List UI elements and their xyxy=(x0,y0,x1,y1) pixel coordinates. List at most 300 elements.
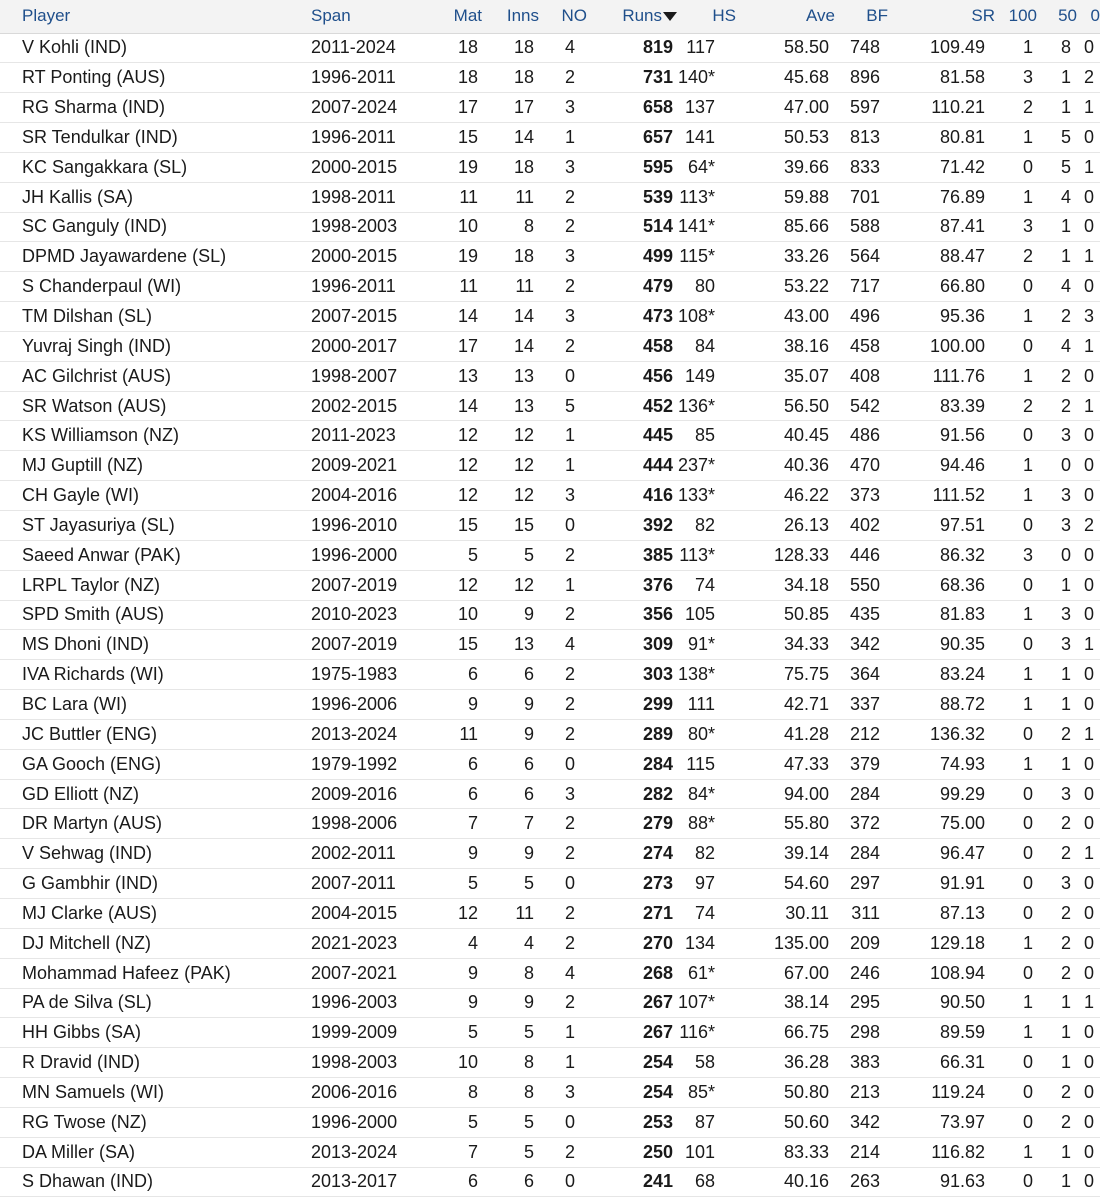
cell-span: 1999-2009 xyxy=(311,1018,417,1048)
table-row xyxy=(0,749,1100,779)
player-name-cell: G Gambhir (IND) xyxy=(0,869,311,899)
cell-inns: 12 xyxy=(482,481,539,511)
cell-hs: 88* xyxy=(677,809,736,839)
cell-0: 0 xyxy=(1077,272,1100,302)
cell-span: 1998-2003 xyxy=(311,1048,417,1078)
cell-span: 1996-2006 xyxy=(311,690,417,720)
cell-bf: 383 xyxy=(835,1048,888,1078)
cell-sr: 74.93 xyxy=(888,749,995,779)
cell-runs: 416 xyxy=(587,481,677,511)
sort-descending-icon[interactable] xyxy=(663,12,677,21)
cell-100: 0 xyxy=(995,809,1037,839)
cell-runs: 658 xyxy=(587,93,677,123)
cell-50: 1 xyxy=(1037,1137,1077,1167)
cell-runs: 268 xyxy=(587,958,677,988)
cell-100: 2 xyxy=(995,242,1037,272)
column-header-runs[interactable] xyxy=(587,0,677,33)
cell-span: 2004-2015 xyxy=(311,898,417,928)
cell-sr: 75.00 xyxy=(888,809,995,839)
cell-sr: 110.21 xyxy=(888,93,995,123)
cell-bf: 833 xyxy=(835,152,888,182)
cell-100: 2 xyxy=(995,93,1037,123)
cell-100: 1 xyxy=(995,123,1037,153)
cell-no: 3 xyxy=(539,302,587,332)
cell-ave: 47.33 xyxy=(736,749,835,779)
cell-bf: 372 xyxy=(835,809,888,839)
cell-no: 3 xyxy=(539,242,587,272)
cell-0: 0 xyxy=(1077,928,1100,958)
cell-no: 2 xyxy=(539,809,587,839)
cell-100: 3 xyxy=(995,540,1037,570)
cell-no: 2 xyxy=(539,690,587,720)
cell-50: 2 xyxy=(1037,809,1077,839)
cell-runs: 385 xyxy=(587,540,677,570)
player-name-cell: JC Buttler (ENG) xyxy=(0,719,311,749)
table-row xyxy=(0,988,1100,1018)
cell-no: 2 xyxy=(539,182,587,212)
cell-ave: 39.14 xyxy=(736,839,835,869)
cell-inns: 12 xyxy=(482,451,539,481)
cell-runs: 731 xyxy=(587,63,677,93)
cell-no: 1 xyxy=(539,421,587,451)
cell-100: 0 xyxy=(995,1167,1037,1197)
table-row xyxy=(0,1048,1100,1078)
cell-span: 1996-2000 xyxy=(311,1107,417,1137)
cell-sr: 111.52 xyxy=(888,481,995,511)
cell-no: 0 xyxy=(539,869,587,899)
cell-sr: 129.18 xyxy=(888,928,995,958)
cell-runs: 452 xyxy=(587,391,677,421)
column-header-mat[interactable]: Mat xyxy=(417,0,482,33)
cell-runs: 376 xyxy=(587,570,677,600)
cell-inns: 9 xyxy=(482,719,539,749)
cell-hs: 137 xyxy=(677,93,736,123)
cell-sr: 83.39 xyxy=(888,391,995,421)
cell-50: 4 xyxy=(1037,331,1077,361)
cell-runs: 499 xyxy=(587,242,677,272)
table-row xyxy=(0,630,1100,660)
cell-hs: 82 xyxy=(677,839,736,869)
cell-hs: 111 xyxy=(677,690,736,720)
player-name-cell: V Kohli (IND) xyxy=(0,33,311,63)
cell-hs: 113* xyxy=(677,540,736,570)
cell-ave: 34.33 xyxy=(736,630,835,660)
cell-50: 1 xyxy=(1037,749,1077,779)
cell-mat: 5 xyxy=(417,1018,482,1048)
cell-50: 3 xyxy=(1037,779,1077,809)
table-row xyxy=(0,361,1100,391)
cell-100: 3 xyxy=(995,212,1037,242)
cell-mat: 11 xyxy=(417,719,482,749)
cell-0: 0 xyxy=(1077,1107,1100,1137)
cell-mat: 15 xyxy=(417,511,482,541)
cell-hs: 141 xyxy=(677,123,736,153)
cell-mat: 11 xyxy=(417,182,482,212)
cell-50: 2 xyxy=(1037,839,1077,869)
cell-sr: 99.29 xyxy=(888,779,995,809)
cell-hs: 85 xyxy=(677,421,736,451)
cell-0: 0 xyxy=(1077,898,1100,928)
cell-mat: 12 xyxy=(417,570,482,600)
cell-hs: 85* xyxy=(677,1078,736,1108)
cell-mat: 13 xyxy=(417,361,482,391)
cell-runs: 254 xyxy=(587,1078,677,1108)
cell-mat: 10 xyxy=(417,1048,482,1078)
cell-inns: 5 xyxy=(482,1137,539,1167)
cell-ave: 35.07 xyxy=(736,361,835,391)
cell-bf: 717 xyxy=(835,272,888,302)
player-name-cell: KC Sangakkara (SL) xyxy=(0,152,311,182)
cell-0: 0 xyxy=(1077,1137,1100,1167)
cell-no: 2 xyxy=(539,331,587,361)
cell-0: 2 xyxy=(1077,63,1100,93)
table-row xyxy=(0,242,1100,272)
cell-0: 3 xyxy=(1077,302,1100,332)
cell-span: 2007-2019 xyxy=(311,630,417,660)
cell-inns: 12 xyxy=(482,570,539,600)
cell-100: 1 xyxy=(995,600,1037,630)
cell-ave: 135.00 xyxy=(736,928,835,958)
cell-span: 2013-2017 xyxy=(311,1167,417,1197)
cell-mat: 10 xyxy=(417,600,482,630)
cell-50: 1 xyxy=(1037,63,1077,93)
cell-hs: 74 xyxy=(677,898,736,928)
cell-hs: 80 xyxy=(677,272,736,302)
cell-50: 5 xyxy=(1037,152,1077,182)
cell-no: 3 xyxy=(539,152,587,182)
column-header-100[interactable]: 100 xyxy=(995,0,1037,33)
cell-bf: 813 xyxy=(835,123,888,153)
cell-sr: 86.32 xyxy=(888,540,995,570)
cell-no: 3 xyxy=(539,779,587,809)
cell-sr: 136.32 xyxy=(888,719,995,749)
table-row xyxy=(0,93,1100,123)
cell-inns: 8 xyxy=(482,212,539,242)
cell-0: 0 xyxy=(1077,481,1100,511)
column-header-ave[interactable]: Ave xyxy=(736,0,835,33)
cell-ave: 38.16 xyxy=(736,331,835,361)
cell-inns: 5 xyxy=(482,540,539,570)
cell-sr: 90.50 xyxy=(888,988,995,1018)
cell-inns: 11 xyxy=(482,182,539,212)
column-header-bf[interactable]: BF xyxy=(835,0,888,33)
cell-0: 0 xyxy=(1077,1048,1100,1078)
cell-ave: 36.28 xyxy=(736,1048,835,1078)
cell-0: 0 xyxy=(1077,869,1100,899)
cell-sr: 108.94 xyxy=(888,958,995,988)
cell-span: 1998-2007 xyxy=(311,361,417,391)
table-row xyxy=(0,1167,1100,1197)
cell-bf: 458 xyxy=(835,331,888,361)
cell-runs: 303 xyxy=(587,660,677,690)
cell-100: 2 xyxy=(995,391,1037,421)
cell-bf: 284 xyxy=(835,779,888,809)
cell-0: 0 xyxy=(1077,1167,1100,1197)
cell-no: 2 xyxy=(539,988,587,1018)
cell-ave: 39.66 xyxy=(736,152,835,182)
column-header-50[interactable]: 50 xyxy=(1037,0,1077,33)
cell-runs: 289 xyxy=(587,719,677,749)
cell-0: 1 xyxy=(1077,152,1100,182)
cell-ave: 53.22 xyxy=(736,272,835,302)
cell-inns: 18 xyxy=(482,63,539,93)
cell-bf: 550 xyxy=(835,570,888,600)
cell-hs: 115 xyxy=(677,749,736,779)
cell-0: 0 xyxy=(1077,690,1100,720)
table-row xyxy=(0,660,1100,690)
cell-0: 1 xyxy=(1077,719,1100,749)
cell-inns: 5 xyxy=(482,1107,539,1137)
player-name-cell: DPMD Jayawardene (SL) xyxy=(0,242,311,272)
cell-mat: 12 xyxy=(417,481,482,511)
cell-100: 0 xyxy=(995,839,1037,869)
cell-mat: 4 xyxy=(417,928,482,958)
cell-inns: 14 xyxy=(482,123,539,153)
cell-100: 0 xyxy=(995,152,1037,182)
cell-hs: 140* xyxy=(677,63,736,93)
table-row xyxy=(0,302,1100,332)
cell-0: 1 xyxy=(1077,391,1100,421)
cell-50: 1 xyxy=(1037,988,1077,1018)
player-name-cell: LRPL Taylor (NZ) xyxy=(0,570,311,600)
cell-ave: 46.22 xyxy=(736,481,835,511)
cell-50: 3 xyxy=(1037,481,1077,511)
table-body xyxy=(0,33,1100,1197)
table-row xyxy=(0,421,1100,451)
cell-100: 0 xyxy=(995,1078,1037,1108)
cell-no: 1 xyxy=(539,1018,587,1048)
cell-sr: 95.36 xyxy=(888,302,995,332)
cell-runs: 270 xyxy=(587,928,677,958)
column-header-0[interactable]: 0 xyxy=(1077,0,1100,33)
cell-mat: 7 xyxy=(417,809,482,839)
table-row xyxy=(0,839,1100,869)
cell-mat: 14 xyxy=(417,302,482,332)
cell-0: 0 xyxy=(1077,779,1100,809)
column-header-no[interactable]: NO xyxy=(539,0,587,33)
cell-50: 1 xyxy=(1037,212,1077,242)
cell-span: 1975-1983 xyxy=(311,660,417,690)
column-header-sr[interactable]: SR xyxy=(888,0,995,33)
cell-no: 2 xyxy=(539,898,587,928)
cell-100: 1 xyxy=(995,361,1037,391)
cell-mat: 9 xyxy=(417,958,482,988)
cell-50: 3 xyxy=(1037,630,1077,660)
table-row xyxy=(0,212,1100,242)
player-name-cell: SR Tendulkar (IND) xyxy=(0,123,311,153)
cell-100: 0 xyxy=(995,331,1037,361)
table-row xyxy=(0,1137,1100,1167)
cell-100: 0 xyxy=(995,421,1037,451)
table-row xyxy=(0,809,1100,839)
table-row xyxy=(0,869,1100,899)
cell-hs: 136* xyxy=(677,391,736,421)
player-name-cell: MS Dhoni (IND) xyxy=(0,630,311,660)
cell-sr: 83.24 xyxy=(888,660,995,690)
cell-100: 0 xyxy=(995,869,1037,899)
cell-bf: 364 xyxy=(835,660,888,690)
cell-50: 1 xyxy=(1037,1167,1077,1197)
cell-bf: 263 xyxy=(835,1167,888,1197)
player-name-cell: DA Miller (SA) xyxy=(0,1137,311,1167)
cell-inns: 8 xyxy=(482,1078,539,1108)
cell-span: 2007-2021 xyxy=(311,958,417,988)
table-row xyxy=(0,540,1100,570)
cell-bf: 597 xyxy=(835,93,888,123)
cell-span: 2009-2021 xyxy=(311,451,417,481)
player-name-cell: GD Elliott (NZ) xyxy=(0,779,311,809)
cell-no: 2 xyxy=(539,928,587,958)
cell-ave: 26.13 xyxy=(736,511,835,541)
cell-runs: 284 xyxy=(587,749,677,779)
cell-ave: 33.26 xyxy=(736,242,835,272)
cell-50: 1 xyxy=(1037,93,1077,123)
cell-no: 1 xyxy=(539,570,587,600)
cell-no: 0 xyxy=(539,1107,587,1137)
cell-mat: 17 xyxy=(417,93,482,123)
cell-runs: 514 xyxy=(587,212,677,242)
cell-hs: 115* xyxy=(677,242,736,272)
cell-no: 0 xyxy=(539,749,587,779)
cell-mat: 14 xyxy=(417,391,482,421)
cell-sr: 91.56 xyxy=(888,421,995,451)
cell-span: 2004-2016 xyxy=(311,481,417,511)
cell-no: 1 xyxy=(539,123,587,153)
cell-mat: 10 xyxy=(417,212,482,242)
cell-50: 3 xyxy=(1037,421,1077,451)
cell-100: 0 xyxy=(995,779,1037,809)
cell-100: 1 xyxy=(995,988,1037,1018)
cell-inns: 14 xyxy=(482,331,539,361)
cell-ave: 50.80 xyxy=(736,1078,835,1108)
cell-inns: 8 xyxy=(482,1048,539,1078)
cell-50: 4 xyxy=(1037,182,1077,212)
cell-inns: 13 xyxy=(482,361,539,391)
cell-runs: 444 xyxy=(587,451,677,481)
cell-sr: 88.47 xyxy=(888,242,995,272)
table-row xyxy=(0,570,1100,600)
player-name-cell: SR Watson (AUS) xyxy=(0,391,311,421)
cell-mat: 9 xyxy=(417,690,482,720)
cell-50: 1 xyxy=(1037,1018,1077,1048)
cell-inns: 9 xyxy=(482,988,539,1018)
cell-100: 1 xyxy=(995,481,1037,511)
cell-mat: 5 xyxy=(417,540,482,570)
cell-sr: 71.42 xyxy=(888,152,995,182)
cell-bf: 748 xyxy=(835,33,888,63)
cell-hs: 138* xyxy=(677,660,736,690)
cell-100: 1 xyxy=(995,302,1037,332)
cell-bf: 295 xyxy=(835,988,888,1018)
player-name-cell: TM Dilshan (SL) xyxy=(0,302,311,332)
cell-ave: 47.00 xyxy=(736,93,835,123)
cell-span: 2013-2024 xyxy=(311,1137,417,1167)
cell-mat: 18 xyxy=(417,33,482,63)
player-name-cell: HH Gibbs (SA) xyxy=(0,1018,311,1048)
cell-0: 0 xyxy=(1077,809,1100,839)
cell-runs: 273 xyxy=(587,869,677,899)
cell-no: 4 xyxy=(539,958,587,988)
column-header-player[interactable]: Player xyxy=(0,0,311,33)
cell-ave: 50.60 xyxy=(736,1107,835,1137)
cell-ave: 40.16 xyxy=(736,1167,835,1197)
cell-bf: 311 xyxy=(835,898,888,928)
cell-100: 1 xyxy=(995,928,1037,958)
cell-hs: 237* xyxy=(677,451,736,481)
cell-ave: 50.53 xyxy=(736,123,835,153)
cell-mat: 12 xyxy=(417,898,482,928)
player-name-cell: IVA Richards (WI) xyxy=(0,660,311,690)
cell-ave: 94.00 xyxy=(736,779,835,809)
cell-50: 1 xyxy=(1037,570,1077,600)
cell-100: 3 xyxy=(995,63,1037,93)
cell-50: 2 xyxy=(1037,361,1077,391)
cell-inns: 18 xyxy=(482,33,539,63)
cell-hs: 82 xyxy=(677,511,736,541)
table-row xyxy=(0,1078,1100,1108)
cell-0: 1 xyxy=(1077,988,1100,1018)
cell-sr: 81.83 xyxy=(888,600,995,630)
cell-mat: 6 xyxy=(417,749,482,779)
cell-span: 2006-2016 xyxy=(311,1078,417,1108)
cell-mat: 15 xyxy=(417,630,482,660)
table-row xyxy=(0,331,1100,361)
cell-sr: 91.91 xyxy=(888,869,995,899)
cell-mat: 18 xyxy=(417,63,482,93)
cell-inns: 11 xyxy=(482,272,539,302)
player-name-cell: V Sehwag (IND) xyxy=(0,839,311,869)
cell-inns: 7 xyxy=(482,809,539,839)
cell-inns: 18 xyxy=(482,152,539,182)
cell-runs: 473 xyxy=(587,302,677,332)
cell-50: 8 xyxy=(1037,33,1077,63)
cell-inns: 9 xyxy=(482,839,539,869)
column-header-span[interactable]: Span xyxy=(311,0,417,33)
column-header-hs[interactable]: HS xyxy=(677,0,736,33)
cell-0: 0 xyxy=(1077,570,1100,600)
table-row xyxy=(0,1107,1100,1137)
cell-bf: 298 xyxy=(835,1018,888,1048)
cell-span: 2007-2015 xyxy=(311,302,417,332)
cell-100: 0 xyxy=(995,898,1037,928)
cell-0: 1 xyxy=(1077,839,1100,869)
cell-ave: 66.75 xyxy=(736,1018,835,1048)
cell-no: 2 xyxy=(539,63,587,93)
cell-runs: 241 xyxy=(587,1167,677,1197)
cell-50: 2 xyxy=(1037,391,1077,421)
cell-ave: 38.14 xyxy=(736,988,835,1018)
player-name-cell: PA de Silva (SL) xyxy=(0,988,311,1018)
cell-mat: 6 xyxy=(417,1167,482,1197)
cell-50: 0 xyxy=(1037,451,1077,481)
cell-ave: 75.75 xyxy=(736,660,835,690)
cell-ave: 58.50 xyxy=(736,33,835,63)
cell-bf: 542 xyxy=(835,391,888,421)
player-name-cell: DJ Mitchell (NZ) xyxy=(0,928,311,958)
cell-bf: 588 xyxy=(835,212,888,242)
cell-100: 1 xyxy=(995,182,1037,212)
cell-span: 2013-2024 xyxy=(311,719,417,749)
cell-sr: 88.72 xyxy=(888,690,995,720)
cell-hs: 149 xyxy=(677,361,736,391)
column-header-inns[interactable]: Inns xyxy=(482,0,539,33)
player-name-cell: MJ Guptill (NZ) xyxy=(0,451,311,481)
cell-sr: 90.35 xyxy=(888,630,995,660)
cell-ave: 40.45 xyxy=(736,421,835,451)
cell-100: 1 xyxy=(995,690,1037,720)
table-row xyxy=(0,123,1100,153)
cell-100: 1 xyxy=(995,660,1037,690)
